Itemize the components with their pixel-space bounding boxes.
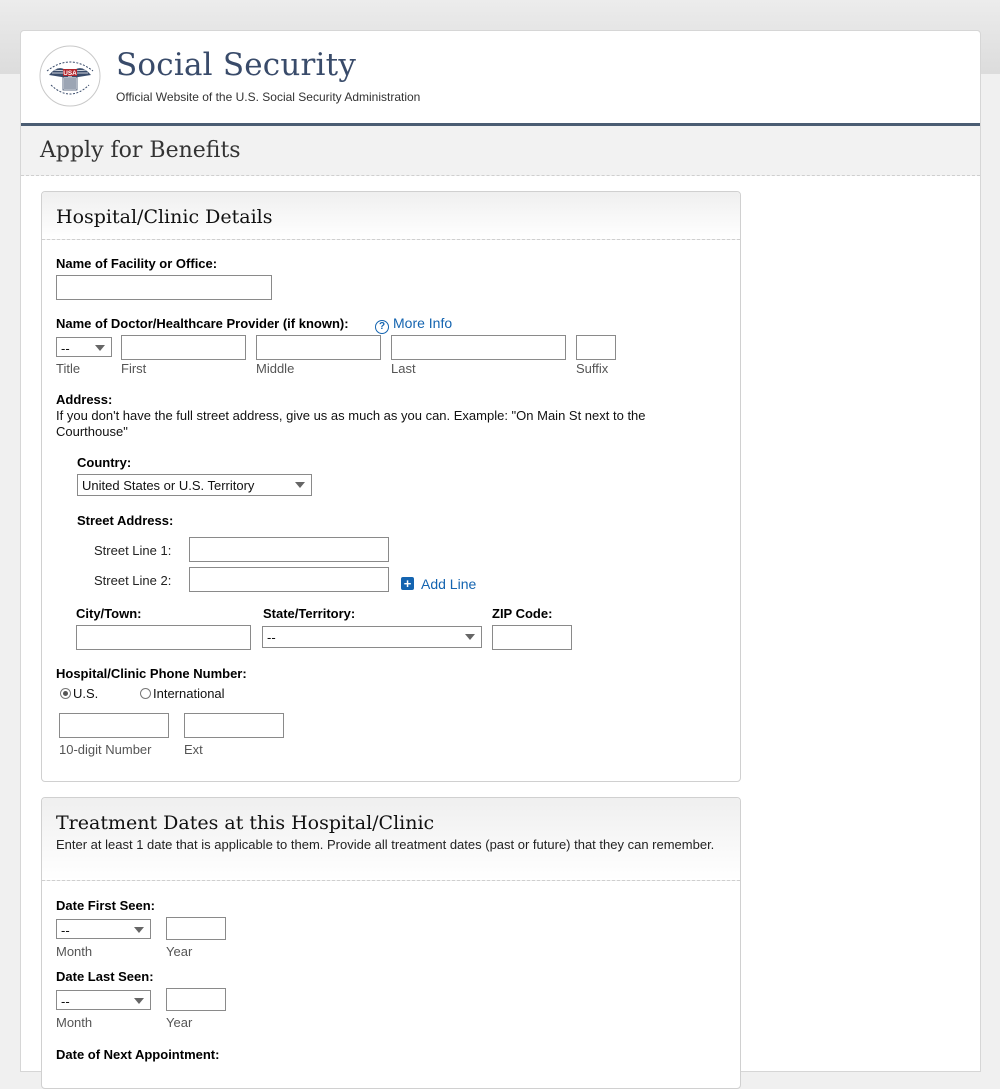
- next-appointment-label: Date of Next Appointment:: [56, 1047, 220, 1062]
- first-seen-year-input[interactable]: [166, 917, 226, 940]
- address-label: Address:: [56, 392, 113, 407]
- svg-text:USA: USA: [63, 70, 77, 78]
- phone-us-label: U.S.: [73, 686, 99, 701]
- city-label: City/Town:: [76, 606, 142, 621]
- help-circle-icon: ?: [375, 320, 389, 334]
- suffix-sublabel: Suffix: [576, 361, 609, 376]
- app-titlebar: [21, 126, 980, 176]
- chevron-down-icon: [295, 482, 305, 488]
- phone-number-sublabel: 10-digit Number: [59, 742, 152, 757]
- phone-number-input[interactable]: [59, 713, 169, 738]
- street-line2-input[interactable]: [189, 567, 389, 592]
- year-sublabel: Year: [166, 1015, 193, 1030]
- zip-input[interactable]: [492, 625, 572, 650]
- middle-sublabel: Middle: [256, 361, 295, 376]
- last-sublabel: Last: [391, 361, 416, 376]
- doctor-title-value: --: [61, 341, 70, 356]
- phone-ext-sublabel: Ext: [184, 742, 203, 757]
- state-label: State/Territory:: [263, 606, 356, 621]
- ssa-seal-logo: [39, 45, 101, 107]
- first-seen-month-value: --: [61, 923, 70, 938]
- brand-title[interactable]: Social Security: [116, 47, 357, 83]
- first-sublabel: First: [121, 361, 147, 376]
- treatment-dates-panel: [41, 797, 741, 1089]
- panel-header: [42, 192, 740, 240]
- month-sublabel: Month: [56, 944, 93, 959]
- last-seen-month-value: --: [61, 994, 70, 1009]
- page-gutter: [979, 74, 1000, 1066]
- panel-title: Treatment Dates at this Hospital/Clinic: [56, 812, 435, 834]
- last-seen-year-input[interactable]: [166, 988, 226, 1011]
- street-line2-label: Street Line 2:: [94, 573, 172, 588]
- site-header: [21, 31, 980, 126]
- doctor-suffix-input[interactable]: [576, 335, 616, 360]
- doctor-label: Name of Doctor/Healthcare Provider (if known):: [56, 316, 349, 331]
- month-sublabel: Month: [56, 1015, 93, 1030]
- doctor-title-select[interactable]: [56, 337, 112, 357]
- page-title: Apply for Benefits: [40, 138, 241, 163]
- street-line1-input[interactable]: [189, 537, 389, 562]
- facility-input[interactable]: [56, 275, 272, 300]
- phone-us-radio[interactable]: [60, 688, 71, 699]
- last-seen-label: Date Last Seen:: [56, 969, 154, 984]
- more-info-label: More Info: [393, 315, 453, 331]
- phone-international-label: International: [153, 686, 225, 701]
- panel-header: [42, 798, 740, 881]
- doctor-last-input[interactable]: [391, 335, 566, 360]
- phone-ext-input[interactable]: [184, 713, 284, 738]
- year-sublabel: Year: [166, 944, 193, 959]
- more-info-link[interactable]: [375, 315, 452, 334]
- panel-title: Hospital/Clinic Details: [56, 206, 273, 228]
- doctor-middle-input[interactable]: [256, 335, 381, 360]
- hospital-details-panel: [41, 191, 741, 782]
- phone-international-radio[interactable]: [140, 688, 151, 699]
- chevron-down-icon: [134, 927, 144, 933]
- chevron-down-icon: [134, 998, 144, 1004]
- country-label: Country:: [77, 455, 132, 470]
- chevron-down-icon: [465, 634, 475, 640]
- add-line-button[interactable]: [401, 576, 491, 594]
- address-help-text: If you don't have the full street address, give us as much as you can. Example: "On Main St next to the Courthouse": [56, 408, 646, 439]
- doctor-first-input[interactable]: [121, 335, 246, 360]
- facility-label: Name of Facility or Office:: [56, 256, 218, 271]
- page-container: [20, 30, 981, 1072]
- chevron-down-icon: [95, 345, 105, 351]
- street-address-label: Street Address:: [77, 513, 174, 528]
- add-line-label: Add Line: [421, 576, 477, 592]
- country-value: United States or U.S. Territory: [82, 478, 255, 493]
- state-select[interactable]: [262, 626, 482, 648]
- first-seen-label: Date First Seen:: [56, 898, 155, 913]
- country-select[interactable]: [77, 474, 312, 496]
- state-value: --: [267, 630, 276, 645]
- street-line1-label: Street Line 1:: [94, 543, 172, 558]
- last-seen-month-select[interactable]: [56, 990, 151, 1010]
- panel-description: Enter at least 1 date that is applicable to them. Provide all treatment dates (past or future) that they can remember.: [56, 837, 715, 852]
- title-sublabel: Title: [56, 361, 81, 376]
- city-input[interactable]: [76, 625, 251, 650]
- phone-label: Hospital/Clinic Phone Number:: [56, 666, 247, 681]
- brand-subtitle: Official Website of the U.S. Social Security Administration: [116, 90, 421, 104]
- plus-icon: +: [401, 577, 414, 590]
- first-seen-month-select[interactable]: [56, 919, 151, 939]
- zip-label: ZIP Code:: [492, 606, 553, 621]
